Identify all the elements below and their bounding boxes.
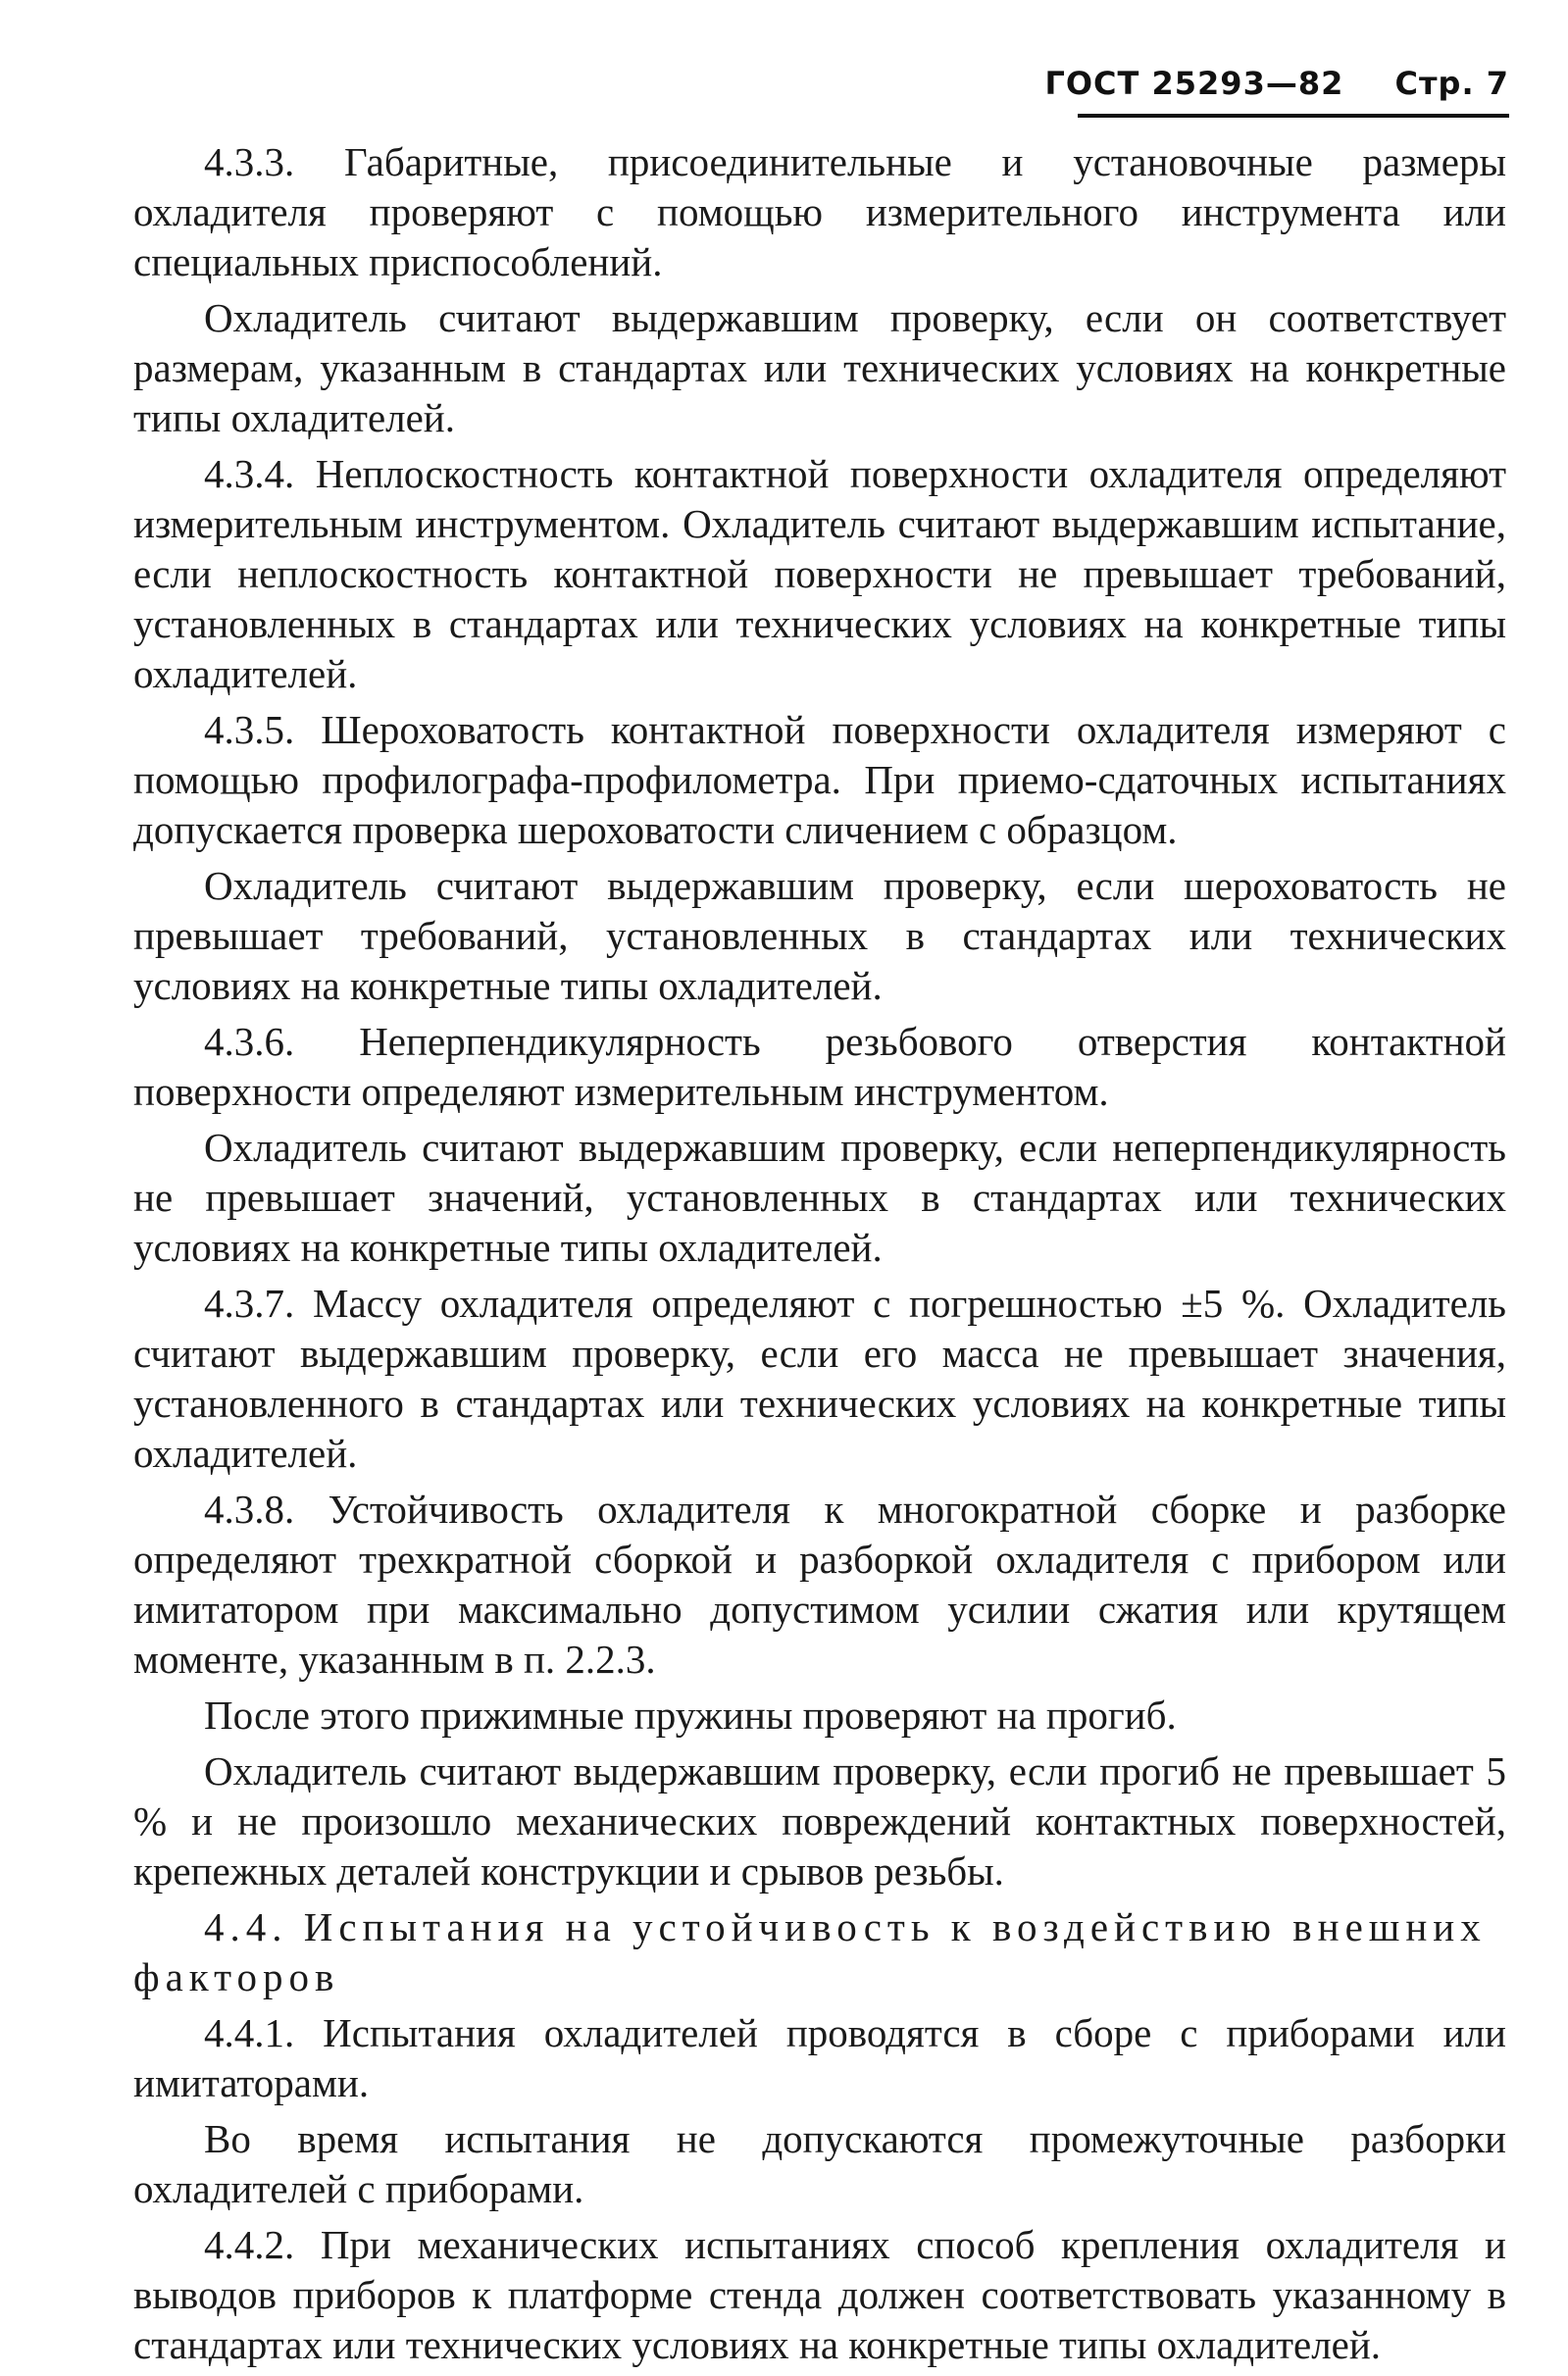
paragraph-4-4-2: 4.4.2. При механических испытаниях способ крепления охладителя и выводов приборов к платформе стенда должен соответствовать указанному в стандартах или технических условиях на конкретные типы охладителей.	[133, 2222, 1506, 2367]
paragraph-4-3-7: 4.3.7. Массу охладителя определяют с погрешностью ±5 %. Охладитель считают выдержавшим проверку, если его масса не превышает значения, установленного в стандартах или технических условиях на конкретные типы охладителей.	[133, 1281, 1506, 1476]
header-rule	[1078, 114, 1509, 118]
paragraph-4-3-8: 4.3.8. Устойчивость охладителя к многократной сборке и разборке определяют трехкратной сборкой и разборкой охладителя с прибором или имитатором при максимально допустимом усилии сжатия или крутящем моменте, указанным в п. 2.2.3.	[133, 1487, 1506, 1682]
document-body	[133, 137, 1506, 2376]
section-heading-4-4: 4.4. Испытания на устойчивость к воздействию внешних факторов	[133, 1904, 1487, 1999]
paragraph: Охладитель считают выдержавшим проверку, если он соответствует размерам, указанным в стандартах или технических условиях на конкретные типы охладителей.	[133, 295, 1506, 440]
paragraph-4-4-1: 4.4.1. Испытания охладителей проводятся в сборе с приборами или имитаторами.	[133, 2010, 1506, 2105]
paragraph-4-3-6: 4.3.6. Неперпендикулярность резьбового отверстия контактной поверхности определяют измерительным инструментом.	[133, 1019, 1506, 1114]
paragraph: Охладитель считают выдержавшим проверку, если шероховатость не превышает требований, установленных в стандартах или технических условиях на конкретные типы охладителей.	[133, 863, 1506, 1008]
paragraph-4-3-5: 4.3.5. Шероховатость контактной поверхности охладителя измеряют с помощью профилографа-профилометра. При приемо-сдаточных испытаниях допускается проверка шероховатости сличением с образцом.	[133, 707, 1506, 852]
paragraph-4-3-3: 4.3.3. Габаритные, присоединительные и установочные размеры охладителя проверяют с помощью измерительного инструмента или специальных приспособлений.	[133, 139, 1506, 284]
paragraph: Во время испытания не допускаются промежуточные разборки охладителей с приборами.	[133, 2116, 1506, 2211]
paragraph: Охладитель считают выдержавшим проверку, если неперпендикулярность не превышает значений, установленных в стандартах или технических условиях на конкретные типы охладителей.	[133, 1125, 1506, 1270]
paragraph-4-3-4: 4.3.4. Неплоскостность контактной поверхности охладителя определяют измерительным инструментом. Охладитель считают выдержавшим испытание, если неплоскостность контактной поверхности не превышает требований, установленных в стандартах или технических условиях на конкретные типы охладителей.	[133, 451, 1506, 696]
page-header	[1044, 65, 1509, 102]
paragraph: После этого прижимные пружины проверяют на прогиб.	[204, 1693, 1177, 1738]
standard-code: ГОСТ 25293—82	[1044, 65, 1344, 102]
paragraph: Охладитель считают выдержавшим проверку, если прогиб не превышает 5 % и не произошло механических повреждений контактных поверхностей, крепежных деталей конструкции и срывов резьбы.	[133, 1748, 1506, 1894]
page-number: Стр. 7	[1394, 65, 1509, 102]
